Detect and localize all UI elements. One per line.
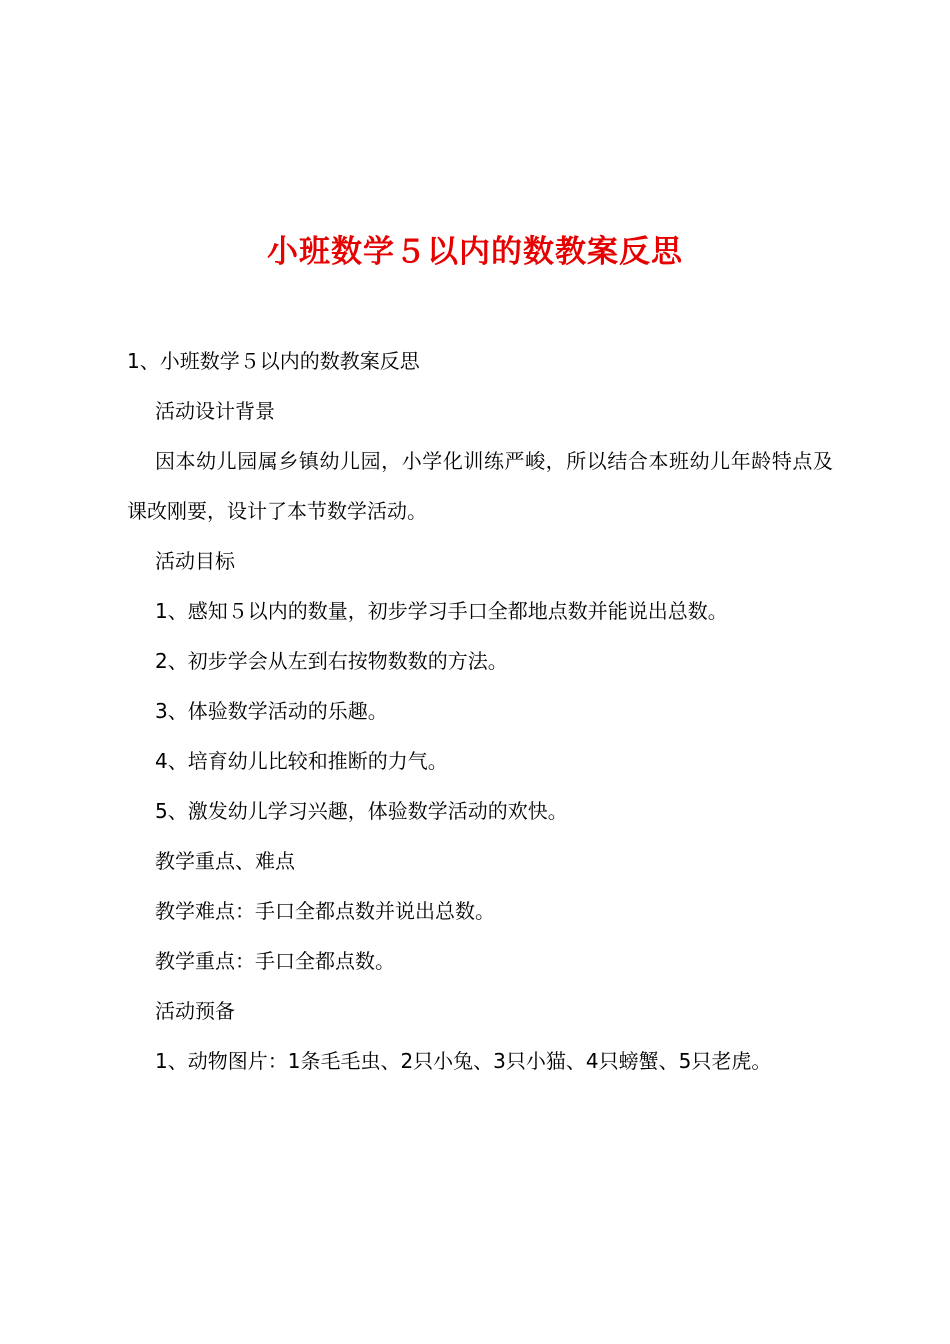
goal-item: 1、感知５以内的数量，初步学习手口全都地点数并能说出总数。: [155, 599, 728, 623]
goal-item: 4、培育幼儿比较和推断的力气。: [155, 749, 448, 773]
paragraph-background: 因本幼儿园属乡镇幼儿园，小学化训练严峻，所以结合本班幼儿年龄特点及课改刚要，设计了本节数学活动。: [127, 449, 833, 523]
goal-item: 5、激发幼儿学习兴趣，体验数学活动的欢快。: [155, 799, 568, 823]
document-body: [127, 336, 833, 1086]
goal-item: 2、初步学会从左到右按物数数的方法。: [155, 649, 508, 673]
subheading-preparation: 活动预备: [155, 999, 235, 1023]
section-heading: 1、小班数学５以内的数教案反思: [127, 349, 420, 373]
subheading-goals: 活动目标: [155, 549, 235, 573]
key-point-focus: 教学重点：手口全都点数。: [155, 949, 395, 973]
subheading-key-points: 教学重点、难点: [155, 849, 295, 873]
subheading-background: 活动设计背景: [155, 399, 275, 423]
key-point-difficulty: 教学难点：手口全都点数并说出总数。: [155, 899, 495, 923]
goal-item: 3、体验数学活动的乐趣。: [155, 699, 388, 723]
document-title: 小班数学５以内的数教案反思: [267, 233, 683, 270]
preparation-item: 1、动物图片：1条毛毛虫、2只小兔、3只小猫、4只螃蟹、5只老虎。: [155, 1049, 772, 1073]
